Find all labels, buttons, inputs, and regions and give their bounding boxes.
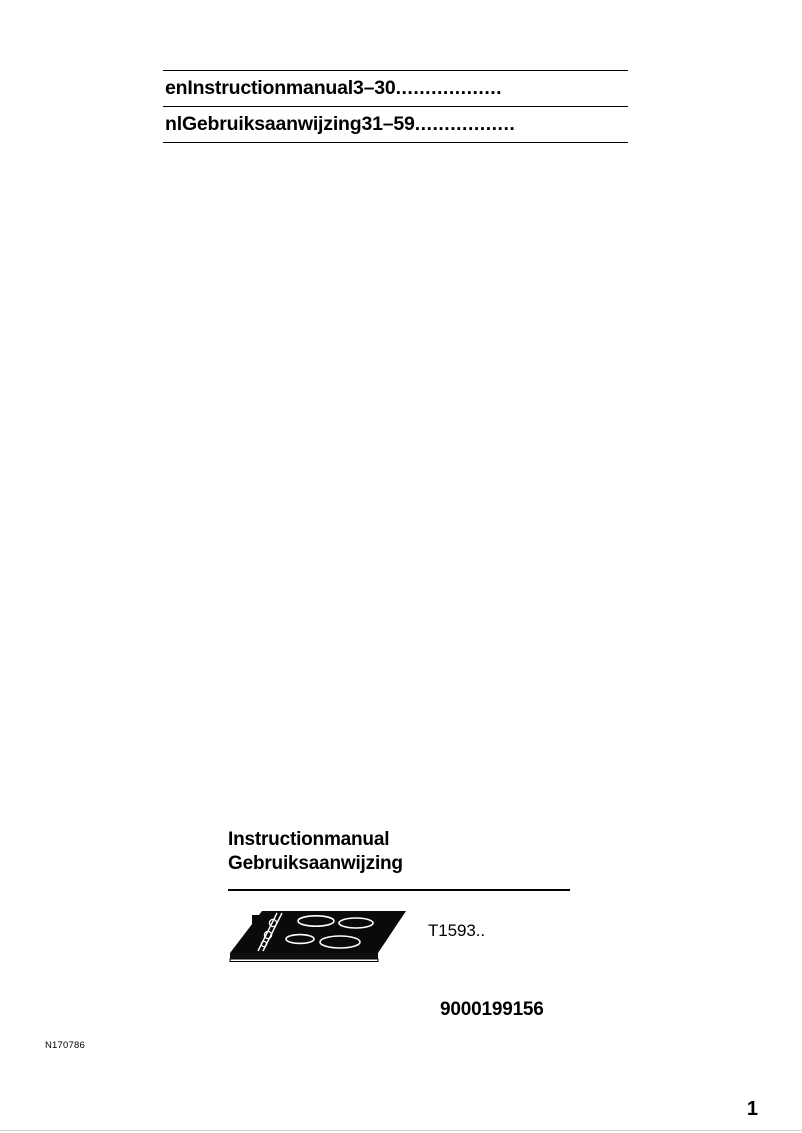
model-number: T1593.. — [428, 920, 485, 940]
document-number: 9000199156 — [440, 998, 544, 1020]
page-number: 1 — [746, 1098, 758, 1120]
contents-language-en: en — [165, 77, 188, 99]
internal-code: N170786 — [45, 1040, 85, 1051]
contents-dots-en: .................. — [395, 77, 503, 99]
cover-title — [228, 828, 588, 877]
contents-bottom-rule — [163, 142, 628, 143]
cover-title-line-nl: Gebruiksaanwijzing — [228, 853, 403, 875]
contents-pages-nl: 31–59 — [361, 113, 415, 135]
contents-row-en — [163, 71, 628, 106]
cover-title-line-en: Instructionmanual — [228, 829, 390, 850]
contents-table — [163, 70, 628, 143]
product-row — [228, 909, 588, 965]
contents-title-en: Instructionmanual — [187, 77, 353, 99]
contents-dots-nl: ................. — [414, 113, 516, 135]
contents-pages-en: 3–30 — [352, 77, 396, 99]
contents-title-nl: Gebruiksaanwijzing — [181, 113, 362, 135]
cover-divider — [228, 889, 570, 891]
cooktop-hob-illustration — [228, 909, 406, 965]
cover-block — [228, 828, 588, 1021]
contents-row-nl — [163, 107, 628, 142]
contents-language-nl: nl — [165, 113, 182, 135]
page-bottom-edge — [0, 1130, 802, 1131]
